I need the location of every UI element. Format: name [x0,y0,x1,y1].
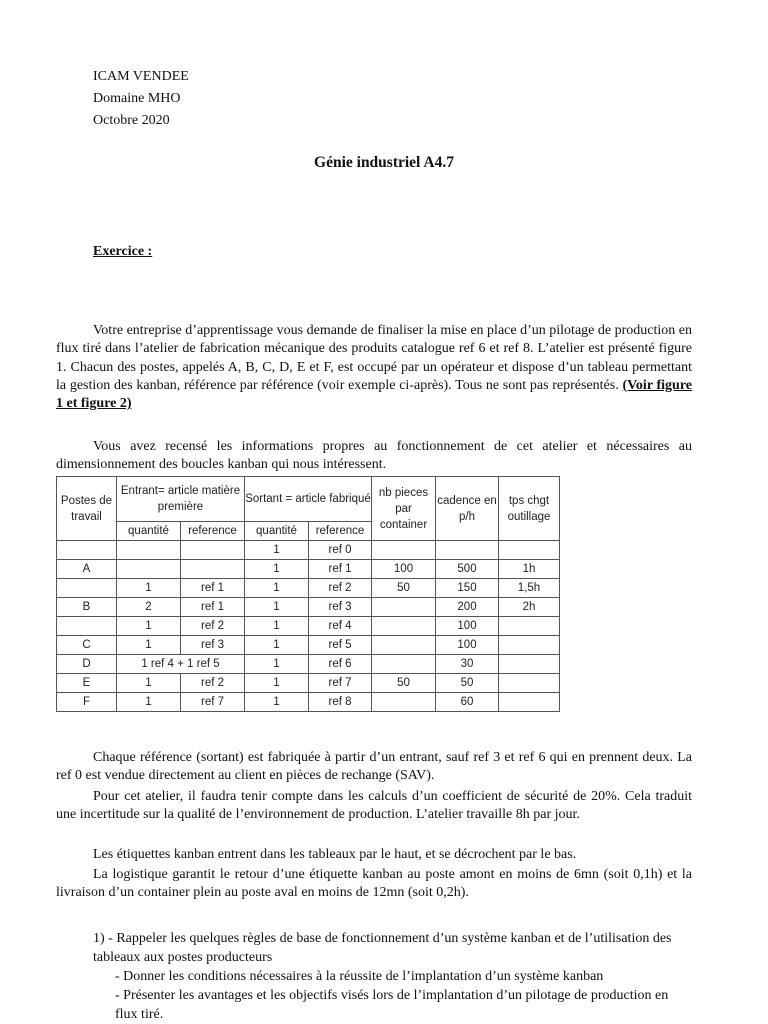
table-row [57,636,560,655]
entrant-quantite-cell: 1 [117,674,181,693]
sortant-quantite-cell: 1 [245,617,309,636]
document-title: Génie industriel A4.7 [314,154,454,171]
header-cadence: cadence en p/h [436,477,499,541]
document-header [93,66,189,132]
workstation-table [56,476,560,712]
table-row [57,541,560,560]
table-row [57,598,560,617]
entrant-quantite-cell [117,560,181,579]
question-1b: - Donner les conditions nécessaires à la réussite de l’implantation d’un système kanban [115,969,604,984]
header-entrant-reference: reference [181,522,245,541]
entrant-quantite-cell: 1 [117,636,181,655]
entrant-reference-cell: ref 1 [181,598,245,617]
poste-cell: C [57,636,117,655]
nb-pieces-cell [372,541,436,560]
poste-cell: F [57,693,117,712]
cadence-cell [436,541,499,560]
sortant-reference-cell: ref 7 [309,674,372,693]
header-nb-pieces: nb pieces par container [372,477,436,541]
entrant-reference-cell [181,560,245,579]
entrant-quantite-cell: 1 [117,617,181,636]
tps-chgt-cell [499,541,560,560]
entrant-quantite-cell: 1 [117,693,181,712]
domain-name: Domaine MHO [93,91,181,106]
sortant-reference-cell: ref 1 [309,560,372,579]
sortant-reference-cell: ref 5 [309,636,372,655]
tps-chgt-cell [499,674,560,693]
tps-chgt-cell: 2h [499,598,560,617]
header-sortant-quantite: quantité [245,522,309,541]
header-entrant: Entrant= article matière première [117,477,245,522]
tps-chgt-cell [499,655,560,674]
table-row [57,655,560,674]
context-paragraph: Vous avez recensé les informations propres au fonctionnement de cet atelier et nécessaires au dimensionnement des boucles kanban qui nous intéressent. [56,439,692,473]
entrant-combined-cell: 1 ref 4 + 1 ref 5 [117,655,245,674]
intro-paragraph [56,322,692,413]
sortant-reference-cell: ref 2 [309,579,372,598]
sortant-quantite-cell: 1 [245,541,309,560]
question-1a: 1) - Rappeler les quelques règles de base de fonctionnement d’un système kanban et de l’utilisation des tableaux aux postes producteurs [93,931,672,965]
cadence-cell: 150 [436,579,499,598]
entrant-reference-cell [181,541,245,560]
cadence-cell: 500 [436,560,499,579]
entrant-quantite-cell: 1 [117,579,181,598]
sortant-reference-cell: ref 4 [309,617,372,636]
nb-pieces-cell [372,598,436,617]
tps-chgt-cell: 1h [499,560,560,579]
poste-cell: B [57,598,117,617]
nb-pieces-cell: 100 [372,560,436,579]
poste-cell: E [57,674,117,693]
poste-cell [57,617,117,636]
sortant-quantite-cell: 1 [245,674,309,693]
paragraph-safety-coefficient: Pour cet atelier, il faudra tenir compte dans les calculs d’un coefficient de sécurité de 20%. Cela traduit une incertitude sur la qualité de l’environnement de production. L’atelier travaille 8h par jour. [56,789,692,823]
exercise-heading: Exercice : [93,244,153,259]
entrant-quantite-cell [117,541,181,560]
sortant-quantite-cell: 1 [245,636,309,655]
sortant-reference-cell: ref 3 [309,598,372,617]
header-entrant-quantite: quantité [117,522,181,541]
table-row [57,579,560,598]
tps-chgt-cell [499,617,560,636]
paragraph-references: Chaque référence (sortant) est fabriquée à partir d’un entrant, sauf ref 3 et ref 6 qui en prennent deux. La ref 0 est vendue directement au client en pièces de rechange (SAV). [56,750,692,784]
document-date: Octobre 2020 [93,113,170,128]
table-row [57,674,560,693]
paragraph-logistics: La logistique garantit le retour d’une étiquette kanban au poste amont en moins de 6mn (soit 0,1h) et la livraison d’un container plein au poste aval en moins de 12mn (soit 0,2h). [56,867,692,901]
poste-cell: D [57,655,117,674]
paragraph-kanban-labels: Les étiquettes kanban entrent dans les tableaux par le haut, et se décrochent par le bas. [93,847,577,862]
figure-reference: (Voir figure 1 et figure 2) [56,377,693,412]
cadence-cell: 30 [436,655,499,674]
nb-pieces-cell [372,693,436,712]
tps-chgt-cell [499,693,560,712]
cadence-cell: 60 [436,693,499,712]
sortant-quantite-cell: 1 [245,693,309,712]
entrant-reference-cell: ref 2 [181,674,245,693]
table-row [57,617,560,636]
header-tps-chgt: tps chgt outillage [499,477,560,541]
nb-pieces-cell [372,655,436,674]
school-name: ICAM VENDEE [93,69,189,84]
sortant-quantite-cell: 1 [245,655,309,674]
cadence-cell: 100 [436,636,499,655]
nb-pieces-cell [372,617,436,636]
entrant-reference-cell: ref 2 [181,617,245,636]
table-row [57,693,560,712]
cadence-cell: 100 [436,617,499,636]
sortant-reference-cell: ref 8 [309,693,372,712]
poste-cell: A [57,560,117,579]
question-list [93,929,693,1024]
nb-pieces-cell: 50 [372,674,436,693]
entrant-reference-cell: ref 3 [181,636,245,655]
table-row [57,560,560,579]
sortant-quantite-cell: 1 [245,598,309,617]
tps-chgt-cell [499,636,560,655]
entrant-reference-cell: ref 7 [181,693,245,712]
sortant-reference-cell: ref 0 [309,541,372,560]
question-1c: - Présenter les avantages et les objectifs visés lors de l’implantation d’un pilotage de production en flux tiré. [115,988,669,1022]
cadence-cell: 50 [436,674,499,693]
entrant-reference-cell: ref 1 [181,579,245,598]
sortant-reference-cell: ref 6 [309,655,372,674]
header-postes: Postes de travail [57,477,117,541]
entrant-quantite-cell: 2 [117,598,181,617]
intro-text: Votre entreprise d’apprentissage vous demande de finaliser la mise en place d’un pilotage de production en flux tiré dans l’atelier de fabrication mécanique des produits catalogue ref 6 et ref 8. L’atelier est présenté figure 1. Chacun des postes, appelés A, B, C, D, E et F, est occupé par un opérateur et dispose d’un tableau permettant la gestion des kanban, référence par référence (voir exemple ci-après). Tous ne sont pas représentés. [56,323,692,393]
sortant-quantite-cell: 1 [245,560,309,579]
poste-cell [57,541,117,560]
nb-pieces-cell: 50 [372,579,436,598]
poste-cell [57,579,117,598]
sortant-quantite-cell: 1 [245,579,309,598]
table-body [57,541,560,712]
tps-chgt-cell: 1,5h [499,579,560,598]
header-sortant-reference: reference [309,522,372,541]
nb-pieces-cell [372,636,436,655]
header-sortant: Sortant = article fabriqué [245,477,372,522]
cadence-cell: 200 [436,598,499,617]
